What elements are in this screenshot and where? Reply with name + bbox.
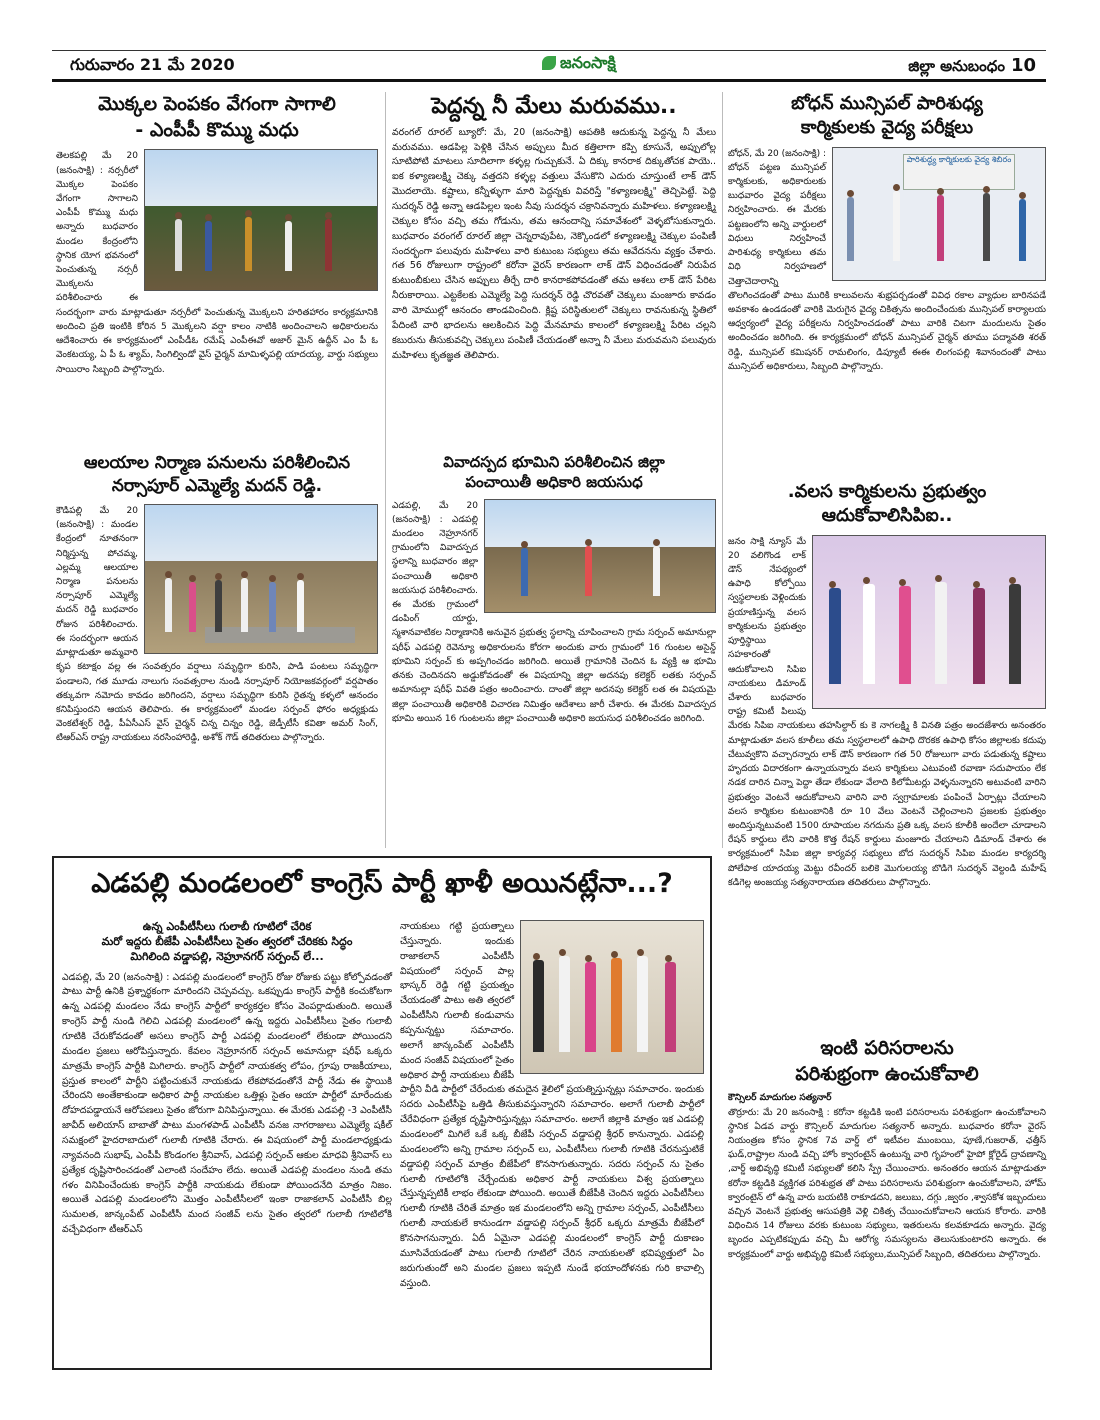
article-congress-edapalli bbox=[52, 856, 712, 1370]
person-figure bbox=[665, 962, 676, 1052]
column-rule bbox=[385, 92, 386, 848]
person-figure bbox=[269, 582, 276, 632]
article-body: మండల కేంద్రంలో నూతనంగా నిర్మిస్తున్న పోచమ్మ, ఎల్లమ్మ ఆలయాల నిర్మాణ పనులను నర్సాపూర్ ఎమ్మెల్యే మదన్ రెడ్డి బుధవారం రోజున పరిశీలించారు. ఈ సందర్భంగా ఆయన మాట్లాడుతూ అమ్మవారి కృప కటాక్షం వల్ల ఈ సంవత్సరం వర్షాలు సమృద్ధిగా కురిసి, పాడి పంటలు సమృద్ధిగా పండాలని, గత మూడు నాలుగు సంవత్సరాల నుండి నర్సాపూర్ నియోజకవర్గంలో వర్షపాతం తక్కువగా నమోదు కావడం జరిగిందని, వర్షాలు సమృద్ధిగా కురిసి రైతన్న కళ్ళలో ఆనందం కనిపిస్తుందని ఆయన తెలిపారు. ఈ కార్యక్రమంలో మండల సర్పంచ్ ఫోరం అధ్యక్షుడు వెంకటేశ్వర్ రెడ్డి, పీఏసీఎస్ వైస్ చైర్మన్ చిన్న చిన్నం రెడ్డి, జెడ్పీటీసీ కవితా అమర్ సింగ్, టిఆర్ఎస్ రాష్ట్ర నాయకులు నరసింహారెడ్డి, అశోక్ గౌడ్ తదితరులు పాల్గొన్నారు. bbox=[56, 520, 378, 744]
photo-sky bbox=[485, 500, 715, 547]
byline: కౌన్సిలర్ మాదుగుల సత్యనార్ bbox=[728, 1093, 832, 1104]
article-kalyana-lakshmi bbox=[392, 92, 716, 448]
person-figure bbox=[325, 219, 332, 271]
person-figure bbox=[937, 195, 944, 261]
medical-camp-photo bbox=[832, 147, 1046, 281]
subheadline: కార్మికులకు వైద్య పరీక్షలు bbox=[800, 117, 974, 139]
subheadline: పరిశుభ్రంగా ఉంచుకోవాలి bbox=[795, 1062, 979, 1085]
article-body-part1: ఎడపల్లి మండలంలో కాంగ్రెస్ రోజు రోజుకు పట్టు కోల్పోవడంతో పాటు పార్టీ ఉనికి ప్రశ్నార్థకంగా మారిందని చెప్పవచ్చు. ఒకప్పుడు కాంగ్రెస్ పార్టీకి కంచుకోటగా ఉన్న ఎడపల్లి మండలం నేడు కాంగ్రెస్ పార్టీలో కార్యకర్తల కోసం వెంపర్లాడుతుంది. అయితే కాంగ్రెస్ పార్టీ నుండి గెలిచి ఎడపల్లి మండలంలో ఉన్న ఇద్దరు ఎంపీటీసీలు సైతం గులాబీ గూటికి చేరుకోవడంతో అసలు కాంగ్రెస్ పార్టీ ఎడపల్లి మండలంలో లేకుండా పోయిందని మండల ప్రజలు ఆరోపిస్తున్నారు. కేవలం నెహ్రూనగర్ సర్పంచ్ అమానుల్లా షరీఫ్ ఒక్కరు మాత్రమే కాంగ్రెస్ పార్టీకి మిగిలారు. కాంగ్రెస్ పార్టీలో నాయకత్వ లోపం, గ్రూపు రాజకీయాలు, ప్రస్తుత కాలంలో పార్టీని పట్టించుకునే నాయకుడు లేకపోవడంతోనే పార్టీ నేడు ఈ స్థాయికి చేరిందని అంతేకాకుండా అధికార పార్టీ నాయకుల ఒత్తిళ్లు సైతం ఆయా పార్టీలో మారేందుకు దోహదపడ్డాయనే ఆరోపణలు సైతం జోరుగా వినిపిస్తున్నాయి. ఈ మేరకు ఎడపల్లి -3 ఎంపీటీసీ జావీద్ అలియాస్ బాబాతో పాటు మంగళపాడ్ ఎంపీటీసీ వనజ నాగరాజులు ఎమ్మెల్యే షకీల్ సమక్షంలో హైదరాబాదులో గులాబీ గూటికి చేరారు. ఈ విషయంలో పార్టీ మండలాధ్యక్షుడు న్యావనంది సుభాష్, ఎంపీపీ కొండంగల శ్రీనివాస్, ఎడపల్లి సర్పంచ్ ఆకుల మాధవి శ్రీనివాస్ లు ప్రత్యేక దృష్టిసారించడంతో ఎలాంటి సందేహం లేదు. అయితే ఎడపల్లి మండలం నుండి తమ గళం వినిపించేందుకు కాంగ్రెస్ పార్టీకి నాయకుడు లేకుండా పోయిందనేది మాత్రం నిజం. అయితే ఎడపల్లి మండలంలోని మొత్తం ఎంపీటీసీలలో ఇంకా రాజాకలాన్ ఎంపీటీసీ బిల్ల సుమలత, జాన్కంపేట్ ఎంపీటీసీ మంద సంజీవ్ లను సైతం త్వరలో గులాబీ గూటిలోకి వచ్చేవిధంగా టీఆర్ఎస్ bbox=[62, 971, 393, 1236]
article-body: నర్సరీలో మొక్కల పెంపకం వేగంగా సాగాలని ఎంపీపీ కొమ్ము మధు అన్నారు బుధవారం మండల కేంద్రంలోని స్థానిక యోగ భవనంలో పెంచుతున్న నర్సరీ మొక్కలను పరిశీలించారు ఈ సందర్భంగా వారు మాట్లాడుతూ నర్సరీలో పెంచుతున్న మొక్కలని హరితహారం కార్యక్రమానికి అందించి ప్రతి ఇంటికి కోరిన 5 మొక్కలని వర్షా కాలం నాటికి అందించాలని అధికారులను ఆదేశించారు ఈ కార్యక్రమంలో ఎంపీడీఓ రమేష్ ఎంపీఈవో అజార్ మైన్ ఉద్దీన్ ఎం పీ ఓ వెంకటయ్య, ఏ పీ ఓ శ్యామ్, సింగిల్విండో వైస్ ఛైర్మన్ మామిళ్ళపల్లి యాదయ్య, వార్డు సభ్యులు సాయిరాం సిబ్బంది పాల్గొన్నారు. bbox=[56, 165, 378, 375]
subheadline: నర్సాపూర్ ఎమ్మెల్యే మదన్ రెడ్డి. bbox=[111, 475, 323, 496]
person-figure bbox=[533, 960, 544, 1052]
headline: .వలస కార్మికులను ప్రభుత్వం bbox=[787, 481, 987, 502]
dateline: బోధన్, మే 20 (జనంసాక్షి) : bbox=[728, 148, 827, 159]
column-rule bbox=[722, 92, 723, 848]
masthead bbox=[52, 50, 1046, 82]
person-figure bbox=[1019, 199, 1026, 261]
dateline: ఎడపల్లి, మే 20 (జనంసాక్షి) : bbox=[62, 971, 170, 983]
article-body: ఎడపల్లి మండలం నెహ్రూనగర్ గ్రామంలోని వివాదస్పద స్థలాన్ని బుధవారం జిల్లా పంచాయితీ అధికారి జయసుధ పరిశీలించారు. ఈ మేరకు గ్రామంలో డంపింగ్ యార్డు, స్మశానవాటికల నిర్మాణానికి అనువైన ప్రభుత్వ స్థలాన్ని చూపించాలని గ్రామ సర్పంచ్ అమానుల్లా షరీఫ్ ఎడపల్లి రెవెన్యూ అధికారులను కోరగా అందుకు వారు గ్రామంలో 16 గుంటల అసైన్డ్ భూమిని సర్పంచ్ కు అప్పగించడం జరిగింది. అయితే గ్రామానికి చెందిన ఓ వ్యక్తి ఆ భూమి తనకు చెందినదని అడ్డుకోవడంతో ఈ విషయాన్ని జిల్లా అదనపు కలెక్టర్ లతకు సర్పంచ్ అమానుల్లా షరీఫ్ వివతి పత్రం అందించారు. దాంతో జిల్లా అదనపు కలెక్టర్ లత ఈ విషయమై జిల్లా పంచాయితీ అధికారికి విచారణ నిమిత్తం ఆదేశాలు జారీ చేశారు. ఈ మేరకు వివాదస్పద భూమి అయిన 16 గుంటలను జిల్లా పంచాయితీ అధికారి జయసుధ పరిశీలించడం జరిగింది. bbox=[392, 514, 716, 724]
article-plant-nursery bbox=[56, 92, 378, 448]
person-figure bbox=[205, 221, 212, 271]
dateline: ఎడపల్లి, మే 20 (జనంసాక్షి) : bbox=[392, 500, 478, 525]
article-disputed-land bbox=[392, 452, 716, 848]
subheadline: పంచాయితీ అధికారి జయసుధ bbox=[465, 473, 643, 492]
newspaper-logo bbox=[542, 53, 616, 76]
article-body-part2: నాయకులు గట్టి ప్రయత్నాలు చేస్తున్నారు. ఇందుకు రాజాకలాన్ ఎంపీటీసీ విషయంలో సర్పంచ్ పాల్ల భాస్కర్ రెడ్డి గట్టి ప్రయత్నం చేయడంతో పాటు అతి త్వరలో ఎంపీటీసీని గులాబీ కండువాను కప్పనున్నట్టు సమాచారం. అలాగే జాన్కంపేట్ ఎంపీటీసీ మంద సంజీవ్ విషయంలో సైతం అధికార పార్టీ నాయకులు బీజేపీ పార్టీని వీడి పార్టీలో చేరేందుకు తమదైన శైలిలో ప్రయత్నిస్తున్నట్లు సమాచారం. ఇందుకు సదరు ఎంపీటీసీపై ఒత్తిడి తీసుకువస్తున్నారని సమాచారం. అలాగే గులాబీ పార్టీలో చేరేవిధంగా ప్రత్యేక దృష్టిసారిస్తున్నట్లు సమాచారం. అలాగే జిల్లాకి మాత్రం ఇక ఎడపల్లి మండలంలో మిగిలే ఒకే ఒక్క బీజేపీ సర్పంచ్ వడ్డాపల్లి శ్రీధర్ కానున్నారు. ఎడపల్లి మండలంలోని అన్ని గ్రామాల సర్పంచ్ లు, ఎంపీటీసీలు గులాబీ గూటికి చేరనుస్తుటికే వడ్డాపల్లి సర్పంచ్ మాత్రం బీజేపీలో కొనసాగుతున్నారు. సదరు సర్పంచ్ ను సైతం గులాబీ గూటిలోకి చేర్చేందుకు అధికార పార్టీ నాయకులు విశ్వ ప్రయత్నాలు చేస్తున్నప్పటికీ లాభం లేకుండా పోయింది. అయితే బీజేపీకి చెందిన ఇద్దరు ఎంపీటీసీలు గులాబీ గూటికి చేరితే మాత్రం ఇక మండలంలోని అన్ని గ్రామాల సర్పంచ్, ఎంపీటీసీలు గులాబీ నాయకులే కానుండగా వడ్డాపల్లి సర్పంచ్ శ్రీధర్ ఒక్కరు మాత్రమే బీజేపీలో కొనసాగనున్నారు. ఏదీ ఏమైనా ఎడపల్లి మండలంలో కాంగ్రెస్ పార్టీ దుకాణం మూసివేయడంతో పాటు గులాబీ గూటిలో చేరిన నాయకులతో భవిష్యత్తులో ఏం జరుగుతుందో అని మండల ప్రజలు ఇప్పటి నుండే భయాందోళనకు గురి కావాల్సి వస్తుంది. bbox=[400, 921, 704, 1289]
person-figure bbox=[559, 956, 570, 1052]
person-figure bbox=[611, 958, 622, 1052]
cpi-protest-photo bbox=[812, 535, 1046, 709]
subheadline: - ఎంపీపీ కొమ్ము మధు bbox=[135, 118, 299, 141]
section-name: జిల్లా అనుబంధం bbox=[908, 57, 1005, 75]
page-number: 10 bbox=[1010, 55, 1036, 76]
person-figure bbox=[165, 578, 172, 632]
article-cleanliness bbox=[728, 1036, 1046, 1374]
person-figure bbox=[935, 582, 947, 684]
subheadline: ఆదుకోవాలిసిపిఐ.. bbox=[821, 505, 953, 527]
subheading-1: ఉన్న ఎంపీటీసీలు గులాబీ గూటిలో చేరిక bbox=[142, 920, 312, 933]
camp-banner: పారిశుద్ధ్య కార్మికులకు వైద్య శిబిరం bbox=[903, 154, 1015, 190]
person-figure bbox=[285, 221, 292, 271]
person-figure bbox=[829, 588, 841, 684]
person-figure bbox=[847, 197, 854, 261]
person-figure bbox=[215, 580, 222, 632]
person-figure bbox=[1009, 584, 1021, 684]
photo-sky bbox=[145, 150, 377, 206]
dateline: జనం సాక్షి న్యూస్ మే 20 వలిగొండ bbox=[728, 536, 806, 561]
section-label bbox=[908, 55, 1036, 79]
person-figure bbox=[893, 191, 900, 261]
trs-joining-photo bbox=[520, 920, 704, 1074]
person-figure bbox=[189, 582, 196, 632]
leaf-icon bbox=[542, 56, 556, 70]
disputed-land-photo bbox=[484, 499, 716, 613]
person-figure bbox=[175, 219, 182, 271]
headline: ఆలయాల నిర్మాణ పనులను పరిశీలించిన bbox=[83, 453, 351, 473]
article-temple-construction bbox=[56, 452, 378, 848]
headline: వివాదస్పద భూమిని పరిశీలించిన జిల్లా bbox=[443, 453, 665, 471]
article-body: తొర్రూరు: మే 20 జనంసాక్షి : కరోనా కట్టడికి ఇంటి పరిసరాలను పరిశుభ్రంగా ఉంచుకోవాలని స్థానిక ఏడవ వార్డు కౌన్సిలర్ మాదుగుల సత్యనార్ అన్నారు. బుధవారం కరోనా వైరస్ నియంత్రణ కోసం స్థానిక 7వ వార్డ్ లో ఇటీవల ముంబయి, పూణే,గుజరాత్, ఛత్తీస్ ఘడ్,రాష్ట్రాల నుండి వచ్చి హోం క్వారంటైన్ ఉంటున్న వారి గృహంలో హైపో క్లోరైడ్ ద్రావణాన్ని ,వార్డ్ అభివృద్ధి కమిటీ సభ్యులతో కలిసి స్ప్రే చేయించారు. అనంతరం ఆయన మాట్లాడుతూ కరోనా కట్టడికి వ్యక్తిగత పరిశుభ్రత తో పాటు పరిసరాలను పరిశుభ్రంగా ఉంచుకోవాలని, హోమ్ క్వారంటైన్ లో ఉన్న వారు బయటికి రాకూడదని, జలుబు, దగ్గు ,జ్వరం ,శ్వాసకోశ ఇబ్బందులు వచ్చిన వెంటనే ప్రభుత్వ ఆసుపత్రికి వెళ్లి చికిత్స చేయించుకోవాలని ఆయన కోరారు. వారికి విధించిన 14 రోజులు వరకు కుటుంబ సభ్యులు, ఇతరులను కలవకూడదు అన్నారు. వైద్య బృందం ఎప్పటికప్పుడు వచ్చి మీ ఆరోగ్య సమస్యలను తెలుసుకుంటారని అన్నారు. ఈ కార్యక్రమంలో వార్డు అభివృద్ధి కమిటీ సభ్యులు,మున్సిపల్ సిబ్బంది, తదితరులు పాల్గొన్నారు. bbox=[728, 1107, 1046, 1260]
person-figure bbox=[973, 588, 985, 684]
photo-sky bbox=[145, 505, 377, 561]
article-bodhan-medical bbox=[728, 92, 1046, 448]
person-figure bbox=[637, 956, 648, 1052]
dateline: తెలకపల్లి మే 20 (జనంసాక్షి) : bbox=[56, 151, 138, 176]
photo-ground bbox=[485, 547, 715, 612]
logo-text: జనంసాక్షి bbox=[560, 53, 616, 72]
person-figure bbox=[899, 586, 911, 684]
article-body: ఆపతికి ఆదుకున్న పెద్దన్న నీ మేలు మరువము. ఆడపిల్ల పెళ్లికి చేసిన అప్పులు మీద కత్తిలాగా కప్పి కూసునే, అప్పులోల్ల సూటిపోటి మాటలు సూదిలాగా కళ్ళల్ల గుచ్చుకునే. ఏ దిక్కు కానరాక దిక్కుతోచక పాయె.. ఐక కళ్యాణలక్ష్మి చెక్కు వత్తదని కళ్ళల్ల వత్తులు వేసుకొని ఎదురు చూస్తుంటే లాక్ డౌన్ మొదలాయె. కష్టాలు, కన్నీళ్ళుగా మారి పెద్దన్నకు వివరిస్తే "కళ్యాణలక్ష్మి" తెచ్చిపెట్టే. పెద్ది సుదర్శన్ రెడ్డి అన్నా ఆడపిల్లల ఇంట నీవు సుదర్శన చక్రానివన్నారు మహిళలు. కళ్యాణలక్ష్మి చెక్కుల కోసం వచ్చి తమ గోడును, తమ ఆనందాన్ని సమావేశంలో వెళ్ళబోసుకున్నారు. బుధవారం వరంగల్ రూరల్ జిల్లా చెన్నరావుపేట, నెక్కొండలో కళ్యాణలక్ష్మి చెక్కుల పంపిణీ సందర్భంగా పలువురు మహిళలు వారి కుటుంబ సభ్యులు తమ ఆవేదనను వ్యక్తం చేశారు. గత 56 రోజులుగా రాష్ట్రంలో కరోనా వైరస్ కారణంగా లాక్ డౌన్ విధించడంతో నిరుపేద కుటుంబీకులు చేసిన అప్పులు తీర్చే దారి కానరాకపోవడంతో తమ ఆశలు లాక్ డౌన్ పేరిట నీరుకారాయి. ఎట్టకేలకు ఎమ్మెల్యే పెద్ది సుదర్శన్ రెడ్డి చొరవతో చెక్కులు మంజూరు కావడం వారి మోముల్లో ఆనందం తాండవించింది. క్లిష్ట పరిస్థితులలో చెక్కులు రావనుకున్న స్థితిలో పేదింటి వారి భాదలను ఆలకించిన పెద్ది మేనమామ కాలంలో కళ్యాణలక్ష్మి పేరిట చల్లని కబురును తీసుకువచ్చి చెక్కులు పంపిణీ చేయడంతో అన్నా నీ మేలు మరువమని పలువురు మహిళలు కృతజ్ఞత తెలిపారు. bbox=[392, 126, 717, 361]
nursery-photo bbox=[144, 149, 378, 291]
person-figure bbox=[983, 193, 990, 261]
headline: బోధన్ మున్సిపల్ పారిశుధ్య bbox=[791, 93, 983, 114]
issue-date: గురువారం 21 మే 2020 bbox=[70, 55, 235, 74]
person-figure bbox=[863, 584, 875, 684]
person-figure bbox=[585, 546, 592, 596]
subheading-2: మరో ఇద్దరు బీజేపీ ఎంపీటీసీలు సైతం త్వరలో చేరికకు సిద్ధం bbox=[101, 934, 353, 948]
box-left-column bbox=[62, 920, 392, 1364]
person-figure bbox=[585, 962, 596, 1052]
article-body: బోధన్ పట్టణ మున్సిపల్ కార్మికులకు, అధికారులకు బుధవారం వైద్య పరీక్షలు నిర్వహించారు. ఈ మేరకు పట్టణంలోని అన్ని వార్డులలో విధులు నిర్వహించే పారిశుధ్య కార్మికులు తమ విధి నిర్వహణలో చెత్తాచెదారాన్ని తొలగించడంతో పాటు మురికి కాలువలను శుభ్రపర్చడంతో వివిధ రకాల వ్యాధుల బారినపడే అవకాశం ఉండడంతో వారికి మెరుగైన వైద్య చికిత్సను అందించేందుకు మున్సిపల్ కార్యాలయ ఆధ్వర్యంలో వైద్య పరీక్షలను నిర్వహించడంతో పాటు వారికి చిటగా మందులను సైతం అందించడం జరిగింది. ఈ కార్యక్రమంలో బోధన్ మున్సిపల్ చైర్మన్ తూము పద్మావతి శరత్ రెడ్డి, మున్సిపల్ కమిషనర్ రామలింగం, డిప్యూటీ ఈఈ లింగంపల్లి శివానందంతో పాటు మున్సిపల్ అధికారులు, సిబ్బంది పాల్గొన్నారు. bbox=[728, 162, 1046, 372]
temple-site-photo bbox=[144, 504, 378, 654]
headline: ఎడపల్లి మండలంలో కాంగ్రెస్ పార్టీ ఖాళీ అయినట్లేనా...? bbox=[91, 868, 673, 899]
person-figure bbox=[297, 580, 304, 632]
article-body: లాక్ డౌన్ నేపథ్యంలో ఉపాధి కోల్పోయి స్వస్థలాలకు వెళ్లిందుకు ప్రయాణిస్తున్న వలస కార్మికులను ప్రభుత్వం పూర్తిస్థాయి సహకారంతో ఆదుకోవాలని సిపిఐ నాయకులు డిమాండ్ చేశారు బుధవారం రాష్ట్ర కమిటీ పిలుపు మేరకు సిపిఐ నాయకులు తహసిల్దార్ కు కె నాగలక్ష్మి కి వినతి పత్రం అందజేశారు అనంతరం మాట్లాడుతూ వలస కూలీలు తమ స్వస్థలాలలో ఉపాధి దొరకక ఉపాధి కోసం జిల్లాలకు కదుపు చేటువ్వకొని వచ్చారన్నారు లాక్ డౌన్ కారణంగా గత 50 రోజులుగా వారు పడుతున్న కష్టాలు హృదయ విదారకంగా ఉన్నాయన్నారు వలస కార్మికులు ఎటువంటి రవాణా సదుపాయం లేక నడక దారిన చిన్నా పెద్దా తేడా లేకుండా వేలాది కిలోమీటర్లు వెళ్ళనున్నారని అటువంటి వారిని ప్రభుత్వం వెంటనే ఆదుకోవాలని వారిని వారి స్వగ్రామాలకు పంపించే ఏర్పాట్లు చేయాలని వలస కార్మికుల కుటుంబానికి రూ 10 వేలు వెంటనే చెల్లించాలని ప్రజలకు ప్రభుత్వం అందిస్తున్నటువంటి 1500 రూపాయల నగదును ప్రతి ఒక్క వలస కూలీకి అందేలా చూడాలని రేషన్ కార్డులు లేని వారికి కొత్త రేషన్ కార్డులు మంజూరు చేయాలని డిమాండ్ చేశారు ఈ కార్యక్రమంలో సిపిఐ జిల్లా కార్యవర్గ సభ్యులు బోద సుదర్శన్ సిపిఐ మండల కార్యదర్శి పోలేపాక యాదయ్య మెట్టు రవీందర్ బలికె మొగులయ్య బొడిగె సుదర్శన్ వెల్దండి మహేష్ కడిగెల్ల అంజయ్య సత్యనారాయణ తదితరులు పాల్గొన్నారు. bbox=[728, 550, 1046, 888]
headline: మొక్కల పెంపకం వేగంగా సాగాలి bbox=[98, 93, 336, 115]
subheading-3: మిగిలింది వడ్డాపల్లి, నెహ్రూనగర్ సర్పంచ్ లే... bbox=[130, 949, 324, 963]
dateline: కౌడిపల్లి మే 20 (జనంసాక్షి) : bbox=[56, 505, 138, 531]
person-figure bbox=[241, 578, 248, 632]
person-figure bbox=[521, 548, 528, 596]
person-figure bbox=[653, 546, 660, 596]
headline: పెద్దన్న నీ మేలు మరువము.. bbox=[431, 94, 677, 119]
person-figure bbox=[245, 217, 252, 271]
article-migrant-workers bbox=[728, 480, 1046, 970]
foundation-stones bbox=[205, 627, 355, 643]
headline: ఇంటి పరిసరాలను bbox=[820, 1037, 954, 1059]
box-right-column bbox=[400, 920, 704, 1364]
dateline: వరంగల్ రూరల్ బ్యూరో: మే, 20 (జనంసాక్షి) bbox=[392, 126, 573, 138]
